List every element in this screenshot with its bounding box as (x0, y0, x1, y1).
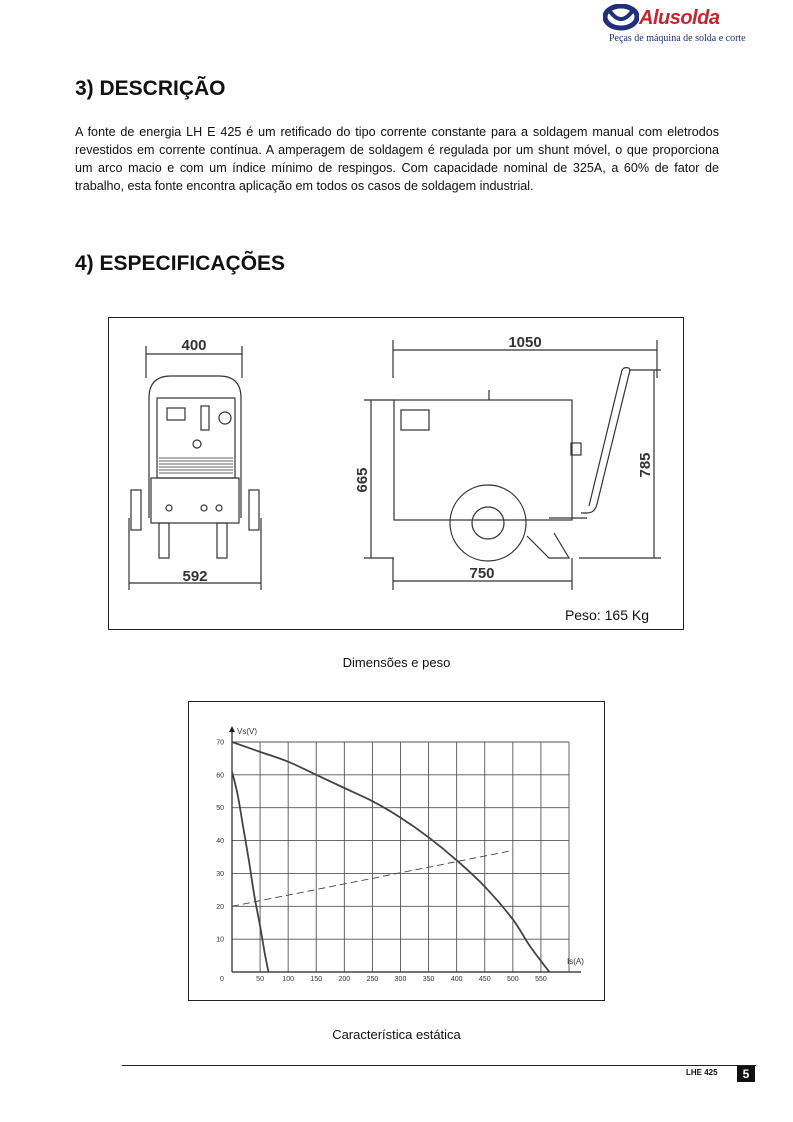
y-tick-label: 50 (216, 805, 224, 813)
x-tick-label: 450 (478, 976, 491, 983)
x-tick-label: 250 (366, 976, 379, 983)
brand-logo (603, 4, 746, 48)
dimensions-drawing (109, 318, 683, 629)
x-tick-label: 300 (394, 976, 407, 983)
y-axis-label: Vs(V) (237, 727, 257, 736)
x-tick-label: 150 (310, 976, 323, 983)
dim-wheel-width: 592 (182, 568, 208, 585)
dimensions-caption: Dimensões e peso (342, 655, 451, 670)
footer-model: LHE 425 (686, 1068, 718, 1077)
y-tick-label: 10 (216, 936, 224, 944)
chart-axes (229, 726, 581, 972)
y-tick-label: 20 (216, 903, 224, 911)
x-axis-label: Is(A) (567, 957, 584, 966)
chart-caption: Característica estática (332, 1027, 461, 1042)
dim-body-height: 665 (354, 467, 371, 493)
chart-ticks (216, 740, 547, 984)
y-tick-label: 70 (216, 739, 224, 747)
chart-series (232, 742, 549, 972)
specs-heading: 4) ESPECIFICAÇÕES (75, 252, 286, 275)
brand-name: Alusolda (639, 7, 720, 29)
weight-label: Peso: 165 Kg (564, 607, 649, 623)
static-characteristic-figure (188, 701, 605, 1001)
y-tick-label: 40 (216, 838, 224, 846)
page-number: 5 (737, 1066, 755, 1082)
x-tick-label: 350 (422, 976, 435, 983)
dim-body-length: 750 (469, 565, 495, 582)
x-tick-label: 400 (450, 976, 463, 983)
x-tick-label: 50 (256, 976, 264, 983)
y-axis-arrow (229, 726, 235, 732)
series-min (232, 772, 269, 972)
dim-overall-length: 1050 (508, 334, 542, 351)
y-tick-label: 30 (216, 870, 224, 878)
static-characteristic-chart (189, 702, 604, 1000)
description-text: A fonte de energia LH E 425 é um retificado do tipo corrente constante para a soldagem manual com eletrodos revestidos em corrente contínua. A amperagem de soldagem é regulada por um shunt móvel, o que proporciona um arco macio e com um índice mínimo de respingos. Com capacidade nominal de 325A, a 60% de fator de trabalho, esta fonte encontra aplicação em todos os casos de soldagem industrial. (75, 125, 719, 193)
x-tick-label: 200 (338, 976, 351, 983)
x-tick-label: 550 (535, 976, 547, 983)
dimensions-figure (108, 317, 684, 630)
chart-grid (232, 742, 569, 972)
logo-mark-icon (603, 4, 639, 34)
x-tick-label: 100 (282, 976, 295, 983)
dim-handle-height: 785 (637, 452, 654, 478)
description-heading: 3) DESCRIÇÃO (75, 77, 226, 100)
x-tick-label: 500 (506, 976, 519, 983)
dim-front-width: 400 (181, 337, 207, 354)
brand-tagline: Peças de máquina de solda e corte (609, 33, 746, 44)
series-max (232, 742, 549, 972)
x-tick-label: 0 (220, 976, 224, 983)
footer-rule (122, 1065, 756, 1066)
y-tick-label: 60 (216, 772, 224, 780)
